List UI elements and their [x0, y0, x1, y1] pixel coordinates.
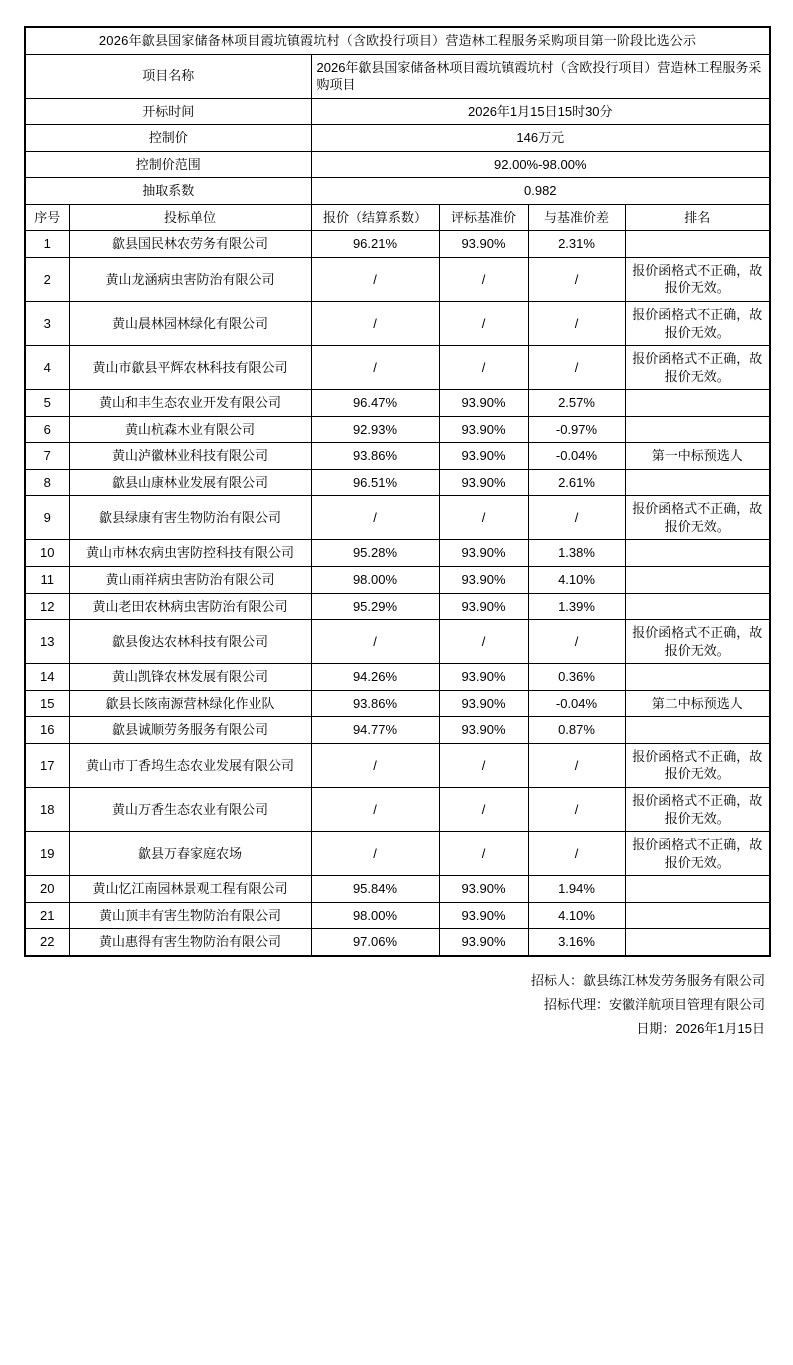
column-header-base-price: 评标基准价: [439, 204, 528, 231]
info-label: 项目名称: [25, 54, 311, 98]
row-quote: 96.21%: [311, 231, 439, 258]
row-rank: 报价函格式不正确，故报价无效。: [625, 257, 770, 301]
column-header-unit: 投标单位: [69, 204, 311, 231]
row-bidder-name: 黄山和丰生态农业开发有限公司: [69, 390, 311, 417]
table-row: [25, 443, 770, 470]
row-rank: [625, 876, 770, 903]
row-no: 6: [25, 416, 69, 443]
row-rank: 第一中标预选人: [625, 443, 770, 470]
row-no: 22: [25, 929, 69, 956]
info-label: 开标时间: [25, 98, 311, 125]
footer-date: 日期：2026年1月15日: [636, 1020, 765, 1036]
info-value: 146万元: [311, 125, 770, 152]
row-quote: 93.86%: [311, 690, 439, 717]
row-base-price: 93.90%: [439, 443, 528, 470]
footer-agent: 招标代理：安徽洋航项目管理有限公司: [543, 996, 765, 1012]
row-rank: [625, 469, 770, 496]
table-row: [25, 620, 770, 664]
row-diff: -0.04%: [528, 443, 625, 470]
page-title: 2026年歙县国家储备林项目霞坑镇霞坑村（含欧投行项目）营造林工程服务采购项目第一阶段比选公示: [25, 27, 770, 54]
row-bidder-name: 黄山老田农林病虫害防治有限公司: [69, 593, 311, 620]
row-rank: [625, 567, 770, 594]
row-quote: 94.77%: [311, 717, 439, 744]
row-bidder-name: 歙县山康林业发展有限公司: [69, 469, 311, 496]
row-base-price: /: [439, 496, 528, 540]
row-diff: -0.04%: [528, 690, 625, 717]
row-base-price: /: [439, 620, 528, 664]
info-label: 抽取系数: [25, 178, 311, 205]
row-quote: 93.86%: [311, 443, 439, 470]
table-row: [25, 302, 770, 346]
row-bidder-name: 黄山雨祥病虫害防治有限公司: [69, 567, 311, 594]
info-value: 92.00%-98.00%: [311, 151, 770, 178]
row-no: 20: [25, 876, 69, 903]
table-row: [25, 496, 770, 540]
row-quote: 94.26%: [311, 664, 439, 691]
footer-tenderer: 招标人：歙县练江林发劳务服务有限公司: [530, 972, 765, 988]
row-bidder-name: 歙县长陔南源营林绿化作业队: [69, 690, 311, 717]
row-bidder-name: 歙县万春家庭农场: [69, 832, 311, 876]
table-row: [25, 416, 770, 443]
row-base-price: /: [439, 787, 528, 831]
row-bidder-name: 黄山杭森木业有限公司: [69, 416, 311, 443]
row-diff: /: [528, 257, 625, 301]
row-rank: [625, 231, 770, 258]
row-bidder-name: 歙县绿康有害生物防治有限公司: [69, 496, 311, 540]
row-base-price: 93.90%: [439, 540, 528, 567]
row-bidder-name: 黄山顶丰有害生物防治有限公司: [69, 902, 311, 929]
row-bidder-name: 黄山凯锋农林发展有限公司: [69, 664, 311, 691]
row-diff: 4.10%: [528, 567, 625, 594]
row-bidder-name: 黄山泸徽林业科技有限公司: [69, 443, 311, 470]
row-rank: [625, 416, 770, 443]
row-rank: 报价函格式不正确，故报价无效。: [625, 346, 770, 390]
column-header-diff: 与基准价差: [528, 204, 625, 231]
row-rank: 报价函格式不正确，故报价无效。: [625, 787, 770, 831]
row-no: 2: [25, 257, 69, 301]
info-row-control-price: [25, 125, 770, 152]
row-base-price: 93.90%: [439, 567, 528, 594]
row-base-price: /: [439, 346, 528, 390]
row-no: 12: [25, 593, 69, 620]
row-rank: 报价函格式不正确，故报价无效。: [625, 496, 770, 540]
column-header-quote: 报价（结算系数）: [311, 204, 439, 231]
row-diff: /: [528, 302, 625, 346]
row-quote: 96.51%: [311, 469, 439, 496]
row-bidder-name: 黄山市林农病虫害防控科技有限公司: [69, 540, 311, 567]
table-row: [25, 593, 770, 620]
row-rank: [625, 929, 770, 956]
row-bidder-name: 歙县诚顺劳务服务有限公司: [69, 717, 311, 744]
row-quote: 97.06%: [311, 929, 439, 956]
table-row: [25, 929, 770, 956]
row-base-price: 93.90%: [439, 390, 528, 417]
row-no: 21: [25, 902, 69, 929]
table-row: [25, 469, 770, 496]
row-diff: 1.38%: [528, 540, 625, 567]
row-quote: 98.00%: [311, 902, 439, 929]
row-quote: 98.00%: [311, 567, 439, 594]
info-value: 2026年1月15日15时30分: [311, 98, 770, 125]
table-row: [25, 717, 770, 744]
row-rank: 第二中标预选人: [625, 690, 770, 717]
row-no: 13: [25, 620, 69, 664]
row-diff: 4.10%: [528, 902, 625, 929]
row-bidder-name: 黄山忆江南园林景观工程有限公司: [69, 876, 311, 903]
row-no: 5: [25, 390, 69, 417]
row-rank: 报价函格式不正确，故报价无效。: [625, 832, 770, 876]
table-row: [25, 231, 770, 258]
row-quote: /: [311, 257, 439, 301]
row-diff: 2.31%: [528, 231, 625, 258]
info-row-bid-open-time: [25, 98, 770, 125]
row-no: 11: [25, 567, 69, 594]
row-quote: /: [311, 832, 439, 876]
info-value: 2026年歙县国家储备林项目霞坑镇霞坑村（含欧投行项目）营造林工程服务采购项目: [311, 54, 770, 98]
row-no: 15: [25, 690, 69, 717]
row-base-price: 93.90%: [439, 416, 528, 443]
row-no: 14: [25, 664, 69, 691]
row-bidder-name: 黄山市歙县平辉农林科技有限公司: [69, 346, 311, 390]
row-no: 9: [25, 496, 69, 540]
table-row: [25, 832, 770, 876]
table-row: [25, 390, 770, 417]
row-base-price: 93.90%: [439, 664, 528, 691]
row-diff: /: [528, 620, 625, 664]
row-bidder-name: 歙县俊达农林科技有限公司: [69, 620, 311, 664]
row-quote: /: [311, 787, 439, 831]
row-diff: /: [528, 832, 625, 876]
row-quote: /: [311, 496, 439, 540]
table-row: [25, 690, 770, 717]
row-no: 16: [25, 717, 69, 744]
row-diff: /: [528, 496, 625, 540]
table-row: [25, 902, 770, 929]
column-header-rank: 排名: [625, 204, 770, 231]
row-rank: [625, 593, 770, 620]
row-base-price: 93.90%: [439, 902, 528, 929]
table-row: [25, 876, 770, 903]
row-no: 3: [25, 302, 69, 346]
row-base-price: /: [439, 257, 528, 301]
row-no: 10: [25, 540, 69, 567]
info-row-project-name: [25, 54, 770, 98]
column-header-no: 序号: [25, 204, 69, 231]
row-rank: [625, 664, 770, 691]
row-diff: /: [528, 787, 625, 831]
row-rank: [625, 390, 770, 417]
table-row: [25, 540, 770, 567]
row-diff: 0.87%: [528, 717, 625, 744]
title-row: [25, 27, 770, 54]
row-base-price: 93.90%: [439, 469, 528, 496]
row-rank: 报价函格式不正确，故报价无效。: [625, 743, 770, 787]
table-row: [25, 346, 770, 390]
row-rank: 报价函格式不正确，故报价无效。: [625, 302, 770, 346]
row-quote: /: [311, 743, 439, 787]
table-row: [25, 567, 770, 594]
row-diff: /: [528, 743, 625, 787]
row-no: 4: [25, 346, 69, 390]
row-bidder-name: 黄山晨林园林绿化有限公司: [69, 302, 311, 346]
row-bidder-name: 黄山市丁香坞生态农业发展有限公司: [69, 743, 311, 787]
row-quote: /: [311, 302, 439, 346]
table-row: [25, 787, 770, 831]
row-diff: 0.36%: [528, 664, 625, 691]
row-rank: [625, 717, 770, 744]
row-quote: /: [311, 620, 439, 664]
row-quote: 92.93%: [311, 416, 439, 443]
row-diff: 2.57%: [528, 390, 625, 417]
row-no: 8: [25, 469, 69, 496]
footer-block: [24, 969, 769, 1041]
row-no: 18: [25, 787, 69, 831]
row-quote: 95.84%: [311, 876, 439, 903]
row-bidder-name: 歙县国民林农劳务有限公司: [69, 231, 311, 258]
row-rank: [625, 902, 770, 929]
info-label: 控制价: [25, 125, 311, 152]
row-quote: 95.28%: [311, 540, 439, 567]
bid-public-notice-table: [24, 26, 771, 957]
row-diff: /: [528, 346, 625, 390]
row-base-price: 93.90%: [439, 929, 528, 956]
table-header-row: [25, 204, 770, 231]
row-rank: [625, 540, 770, 567]
row-base-price: /: [439, 302, 528, 346]
row-no: 17: [25, 743, 69, 787]
row-no: 1: [25, 231, 69, 258]
info-row-control-price-range: [25, 151, 770, 178]
row-rank: 报价函格式不正确，故报价无效。: [625, 620, 770, 664]
row-bidder-name: 黄山惠得有害生物防治有限公司: [69, 929, 311, 956]
row-quote: 96.47%: [311, 390, 439, 417]
table-row: [25, 743, 770, 787]
row-diff: -0.97%: [528, 416, 625, 443]
row-no: 7: [25, 443, 69, 470]
row-base-price: /: [439, 743, 528, 787]
table-row: [25, 257, 770, 301]
row-diff: 1.39%: [528, 593, 625, 620]
row-base-price: 93.90%: [439, 876, 528, 903]
row-quote: /: [311, 346, 439, 390]
row-base-price: 93.90%: [439, 717, 528, 744]
row-diff: 1.94%: [528, 876, 625, 903]
info-row-coefficient: [25, 178, 770, 205]
row-no: 19: [25, 832, 69, 876]
row-bidder-name: 黄山万香生态农业有限公司: [69, 787, 311, 831]
row-base-price: /: [439, 832, 528, 876]
row-quote: 95.29%: [311, 593, 439, 620]
row-base-price: 93.90%: [439, 690, 528, 717]
info-label: 控制价范围: [25, 151, 311, 178]
table-row: [25, 664, 770, 691]
row-base-price: 93.90%: [439, 593, 528, 620]
row-diff: 3.16%: [528, 929, 625, 956]
row-bidder-name: 黄山龙涵病虫害防治有限公司: [69, 257, 311, 301]
info-value: 0.982: [311, 178, 770, 205]
row-base-price: 93.90%: [439, 231, 528, 258]
row-diff: 2.61%: [528, 469, 625, 496]
